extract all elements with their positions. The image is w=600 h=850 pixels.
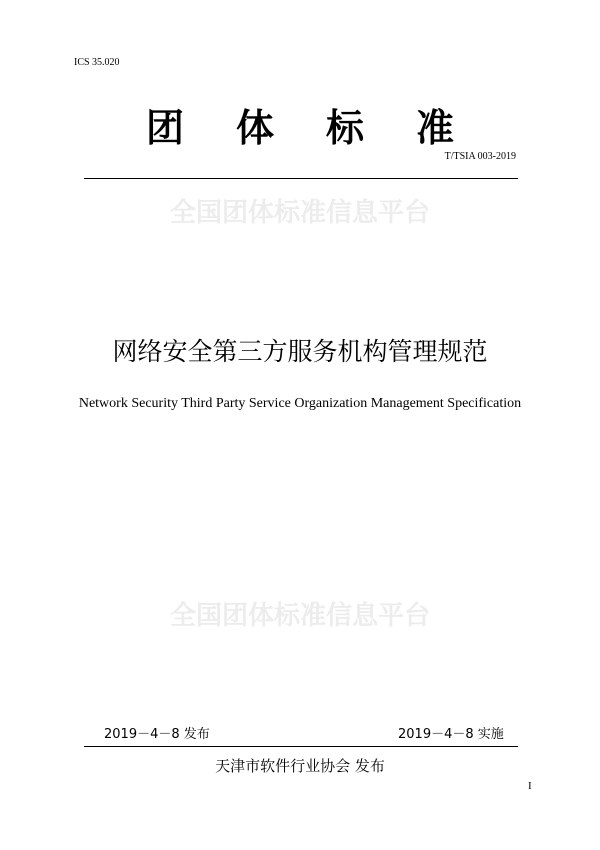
header-divider [84, 178, 518, 179]
page-number: I [528, 780, 532, 792]
release-date: 2019－4－8 发布 [104, 727, 210, 742]
watermark-top: 全国团体标准信息平台 [169, 198, 430, 228]
chinese-title: 网络安全第三方服务机构管理规范 [112, 337, 488, 366]
title-char-2: 体 [235, 106, 274, 150]
standard-code: T/TSIA 003-2019 [444, 151, 516, 162]
watermark-bottom: 全国团体标准信息平台 [169, 601, 430, 631]
document-type-title [0, 97, 600, 152]
title-char-3: 标 [326, 106, 365, 150]
title-char-1: 团 [145, 106, 184, 150]
english-title: Network Security Third Party Service Organization Management Specification [78, 396, 522, 411]
implementation-date: 2019－4－8 实施 [398, 727, 504, 742]
footer-divider [84, 746, 518, 747]
ics-code: ICS 35.020 [74, 57, 120, 68]
issuer: 天津市软件行业协会 发布 [215, 757, 385, 775]
title-char-4: 准 [416, 106, 455, 150]
